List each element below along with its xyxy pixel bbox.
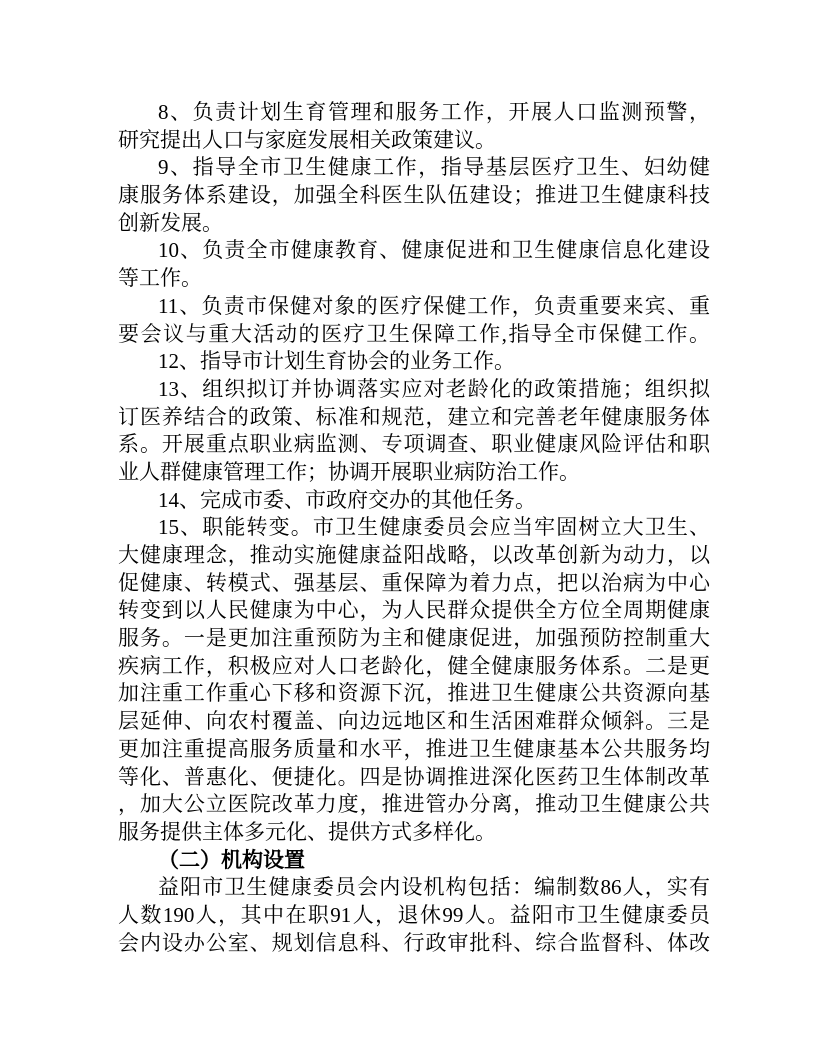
text-line: 大健康理念，推动实施健康益阳战略，以改革创新为动力，以 [118,543,710,567]
text-line: 疾病工作，积极应对人口老龄化，健全健康服务体系。二是更 [118,653,710,678]
text-line: 促健康、转模式、强基层、重保障为着力点，把以治病为中心 [118,570,710,595]
text-line: 研究提出人口与家庭发展相关政策建议。 [118,127,496,152]
text-line: 益阳市卫生健康委员会内设机构包括：编制数86人，实有 [158,875,710,900]
text-line: 14、完成市委、市政府交办的其他任务。 [158,487,536,512]
text-line: 11、负责市保健对象的医疗保健工作，负责重要来宾、重 [158,293,710,318]
text-line: 会内设办公室、规划信息科、行政审批科、综合监督科、体改 [118,930,710,955]
text-line: 转变到以人民健康为中心，为人民群众提供全方位全周期健康 [118,598,710,623]
text-line: 人数190人，其中在职91人，退休99人。益阳市卫生健康委员 [118,902,710,927]
text-line: 服务。一是更加注重预防为主和健康促进，加强预防控制重大 [118,626,710,651]
text-line: 加注重工作重心下移和资源下沉，推进卫生健康公共资源向基 [118,681,710,706]
text-line: 8、负责计划生育管理和服务工作，开展人口监测预警， [158,100,710,124]
text-line: 等工作。 [118,266,202,291]
section-heading: （二）机构设置 [158,848,305,872]
text-line: 层延伸、向农村覆盖、向边远地区和生活困难群众倾斜。三是 [118,709,710,734]
text-line: 10、负责全市健康教育、健康促进和卫生健康信息化建设 [158,238,710,263]
text-line: 创新发展。 [118,210,223,235]
text-line: 13、组织拟订并协调落实应对老龄化的政策措施；组织拟 [158,376,710,401]
text-line: 康服务体系建设，加强全科医生队伍建设；推进卫生健康科技 [118,183,710,208]
text-line: 15、职能转变。市卫生健康委员会应当牢固树立大卫生、 [158,515,710,540]
text-line: 系。开展重点职业病监测、专项调查、职业健康风险评估和职 [118,432,710,457]
text-line: 要会议与重大活动的医疗卫生保障工作,指导全市保健工作。 [118,321,710,346]
text-line: ，加大公立医院改革力度，推进管办分离，推动卫生健康公共 [118,792,710,817]
text-line: 9、指导全市卫生健康工作，指导基层医疗卫生、妇幼健 [158,155,710,180]
text-line: 服务提供主体多元化、提供方式多样化。 [118,819,496,844]
text-line: 更加注重提高服务质量和水平，推进卫生健康基本公共服务均 [118,736,710,761]
text-line: 12、指导市计划生育协会的业务工作。 [158,349,515,374]
text-line: 等化、普惠化、便捷化。四是协调推进深化医药卫生体制改革 [118,764,710,789]
document-text-block [118,99,710,957]
text-line: 订医养结合的政策、标准和规范，建立和完善老年健康服务体 [118,404,710,429]
text-line: 业人群健康管理工作；协调开展职业病防治工作。 [118,459,580,484]
